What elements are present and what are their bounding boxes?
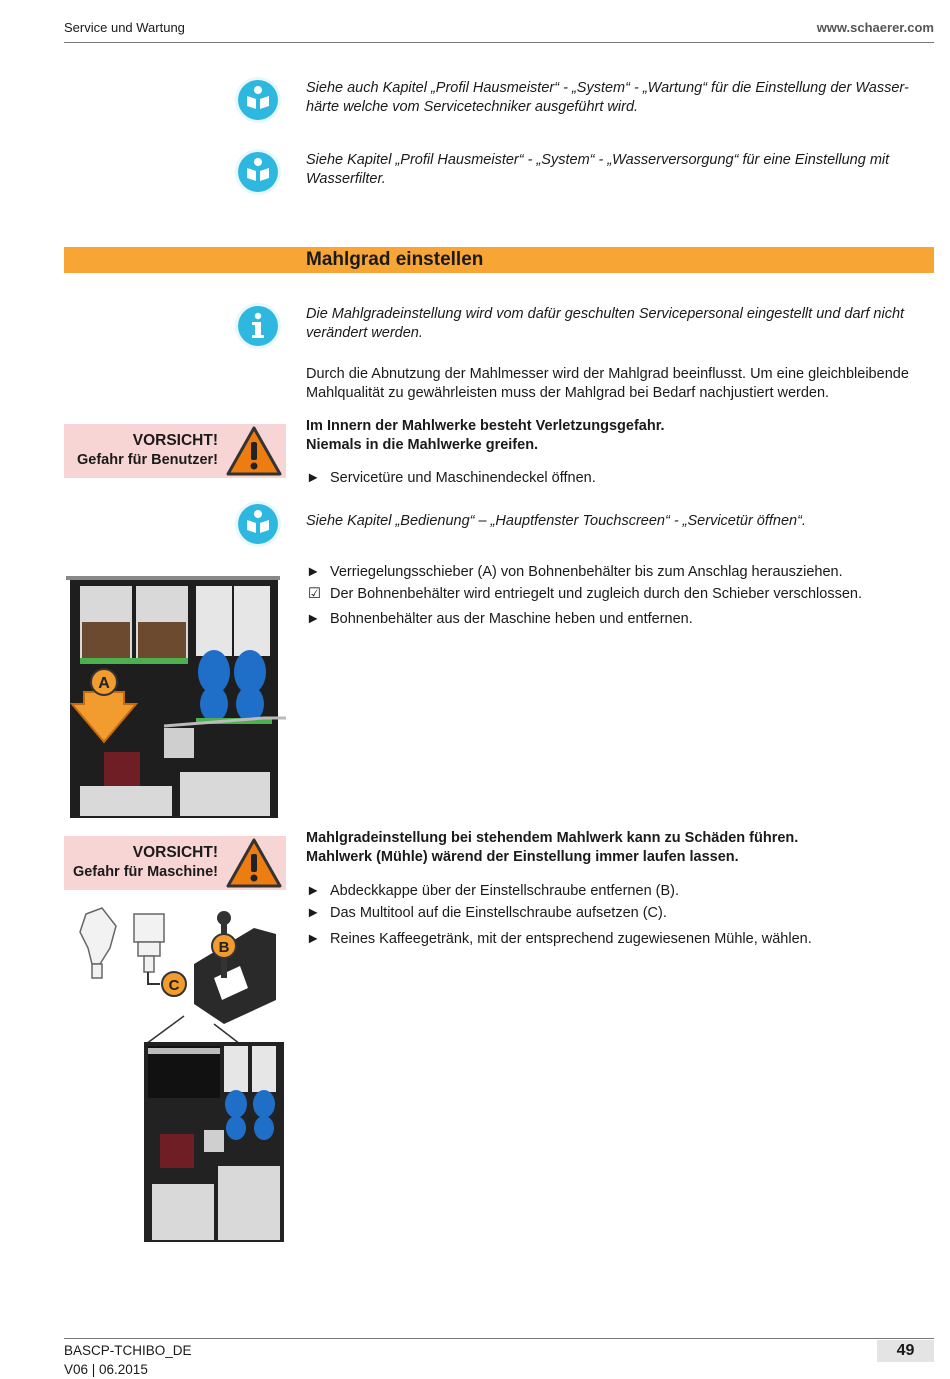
grinder-adjustment-illustration (64, 904, 286, 1244)
bullet-arrow-icon: ► (306, 905, 321, 921)
bullet-arrow-icon: ► (306, 883, 321, 899)
step-text: Verriegelungsschieber (A) von Bohnenbehälter bis zum Anschlag herausziehen. (330, 564, 843, 580)
intro-paragraph (306, 365, 936, 403)
intro-line: Mahlqualität zu gewährleisten muss der Mahlgrad bei Bedarf nachjustiert werden. (306, 385, 830, 401)
caution-text-machine (306, 829, 936, 867)
bean-hopper-illustration (64, 572, 286, 818)
caution-box-user (64, 424, 286, 478)
section-title: Mahlgrad einstellen (306, 249, 484, 270)
note-line: Siehe Kapitel „Profil Hausmeister“ - „System“ - „Wasserversorgung“ für eine Einstellung mit (306, 152, 890, 168)
result-text: Der Bohnenbehälter wird entriegelt und zugleich durch den Schieber verschlossen. (330, 586, 862, 602)
bullet-arrow-icon: ► (306, 564, 321, 580)
step-text: Bohnenbehälter aus der Maschine heben und entfernen. (330, 611, 693, 627)
result-item (282, 585, 936, 604)
caution-line: Im Innern der Mahlwerke besteht Verletzungsgefahr. (306, 418, 665, 434)
caution-subtitle: Gefahr für Benutzer! (77, 452, 218, 468)
step-list-3 (306, 882, 936, 949)
step-item (306, 904, 936, 923)
note-wasserversorgung (306, 151, 936, 189)
step-list-2 (306, 563, 936, 629)
info-line: Die Mahlgradeinstellung wird vom dafür geschulten Servicepersonal eingestellt und darf nicht (306, 306, 905, 322)
footer-doc-id: BASCP-TCHIBO_DE (64, 1343, 192, 1358)
bullet-arrow-icon: ► (306, 470, 321, 486)
page-number: 49 (877, 1340, 934, 1362)
note-line: härte welche vom Servicetechniker ausgeführt wird. (306, 99, 639, 115)
note-line: Wasserfilter. (306, 171, 386, 187)
bullet-arrow-icon: ► (306, 611, 321, 627)
reference-servicetuer: Siehe Kapitel „Bedienung“ – „Hauptfenster Touchscreen“ - „Servicetür öffnen“. (306, 513, 806, 529)
section-bar (64, 247, 934, 273)
intro-line: Durch die Abnutzung der Mahlmesser wird der Mahlgrad beeinflusst. Um eine gleichbleibende (306, 366, 909, 382)
step-text: Abdeckkappe über der Einstellschraube entfernen (B). (330, 883, 680, 899)
header-divider (64, 42, 934, 43)
book-reference-icon (234, 148, 282, 196)
footer-doc-info (64, 1341, 192, 1379)
caution-line: Mahlwerk (Mühle) wärend der Einstellung immer laufen lassen. (306, 849, 739, 865)
note-wartung (306, 79, 936, 117)
step-text: Reines Kaffeegetränk, mit der entsprechend zugewiesenen Mühle, wählen. (330, 931, 812, 947)
note-line: Siehe auch Kapitel „Profil Hausmeister“ - „System“ - „Wartung“ für die Einstellung der Wasser- (306, 80, 909, 96)
step-item (306, 930, 936, 949)
label-c: C (168, 977, 180, 994)
header-section: Service und Wartung (64, 20, 185, 35)
book-reference-icon (234, 500, 282, 548)
label-b: B (218, 939, 230, 956)
info-icon (234, 302, 282, 350)
footer-version: V06 | 06.2015 (64, 1362, 148, 1377)
bullet-arrow-icon: ► (306, 931, 321, 947)
step-item (306, 610, 936, 629)
footer-divider (64, 1338, 934, 1339)
info-note (306, 305, 936, 343)
checkbox-checked-icon: ☑ (308, 586, 321, 602)
book-reference-icon (234, 76, 282, 124)
warning-triangle-icon (226, 838, 282, 888)
caution-line: Niemals in die Mahlwerke greifen. (306, 437, 539, 453)
label-a: A (98, 675, 110, 692)
warning-triangle-icon (226, 426, 282, 476)
caution-title: VORSICHT! (132, 844, 218, 861)
step-item (306, 882, 936, 901)
caution-title: VORSICHT! (132, 432, 218, 449)
info-line: verändert werden. (306, 325, 423, 341)
step-text: Das Multitool auf die Einstellschraube aufsetzen (C). (330, 905, 667, 921)
caution-subtitle: Gefahr für Maschine! (72, 864, 218, 880)
step-item (306, 563, 936, 582)
step-text: Servicetüre und Maschinendeckel öffnen. (330, 470, 596, 486)
caution-text-user (306, 417, 936, 455)
caution-box-machine (64, 836, 286, 890)
caution-line: Mahlgradeinstellung bei stehendem Mahlwerk kann zu Schäden führen. (306, 830, 799, 846)
header-website[interactable]: www.schaerer.com (816, 20, 934, 35)
step-item (306, 469, 936, 488)
step-list-1 (306, 469, 936, 488)
